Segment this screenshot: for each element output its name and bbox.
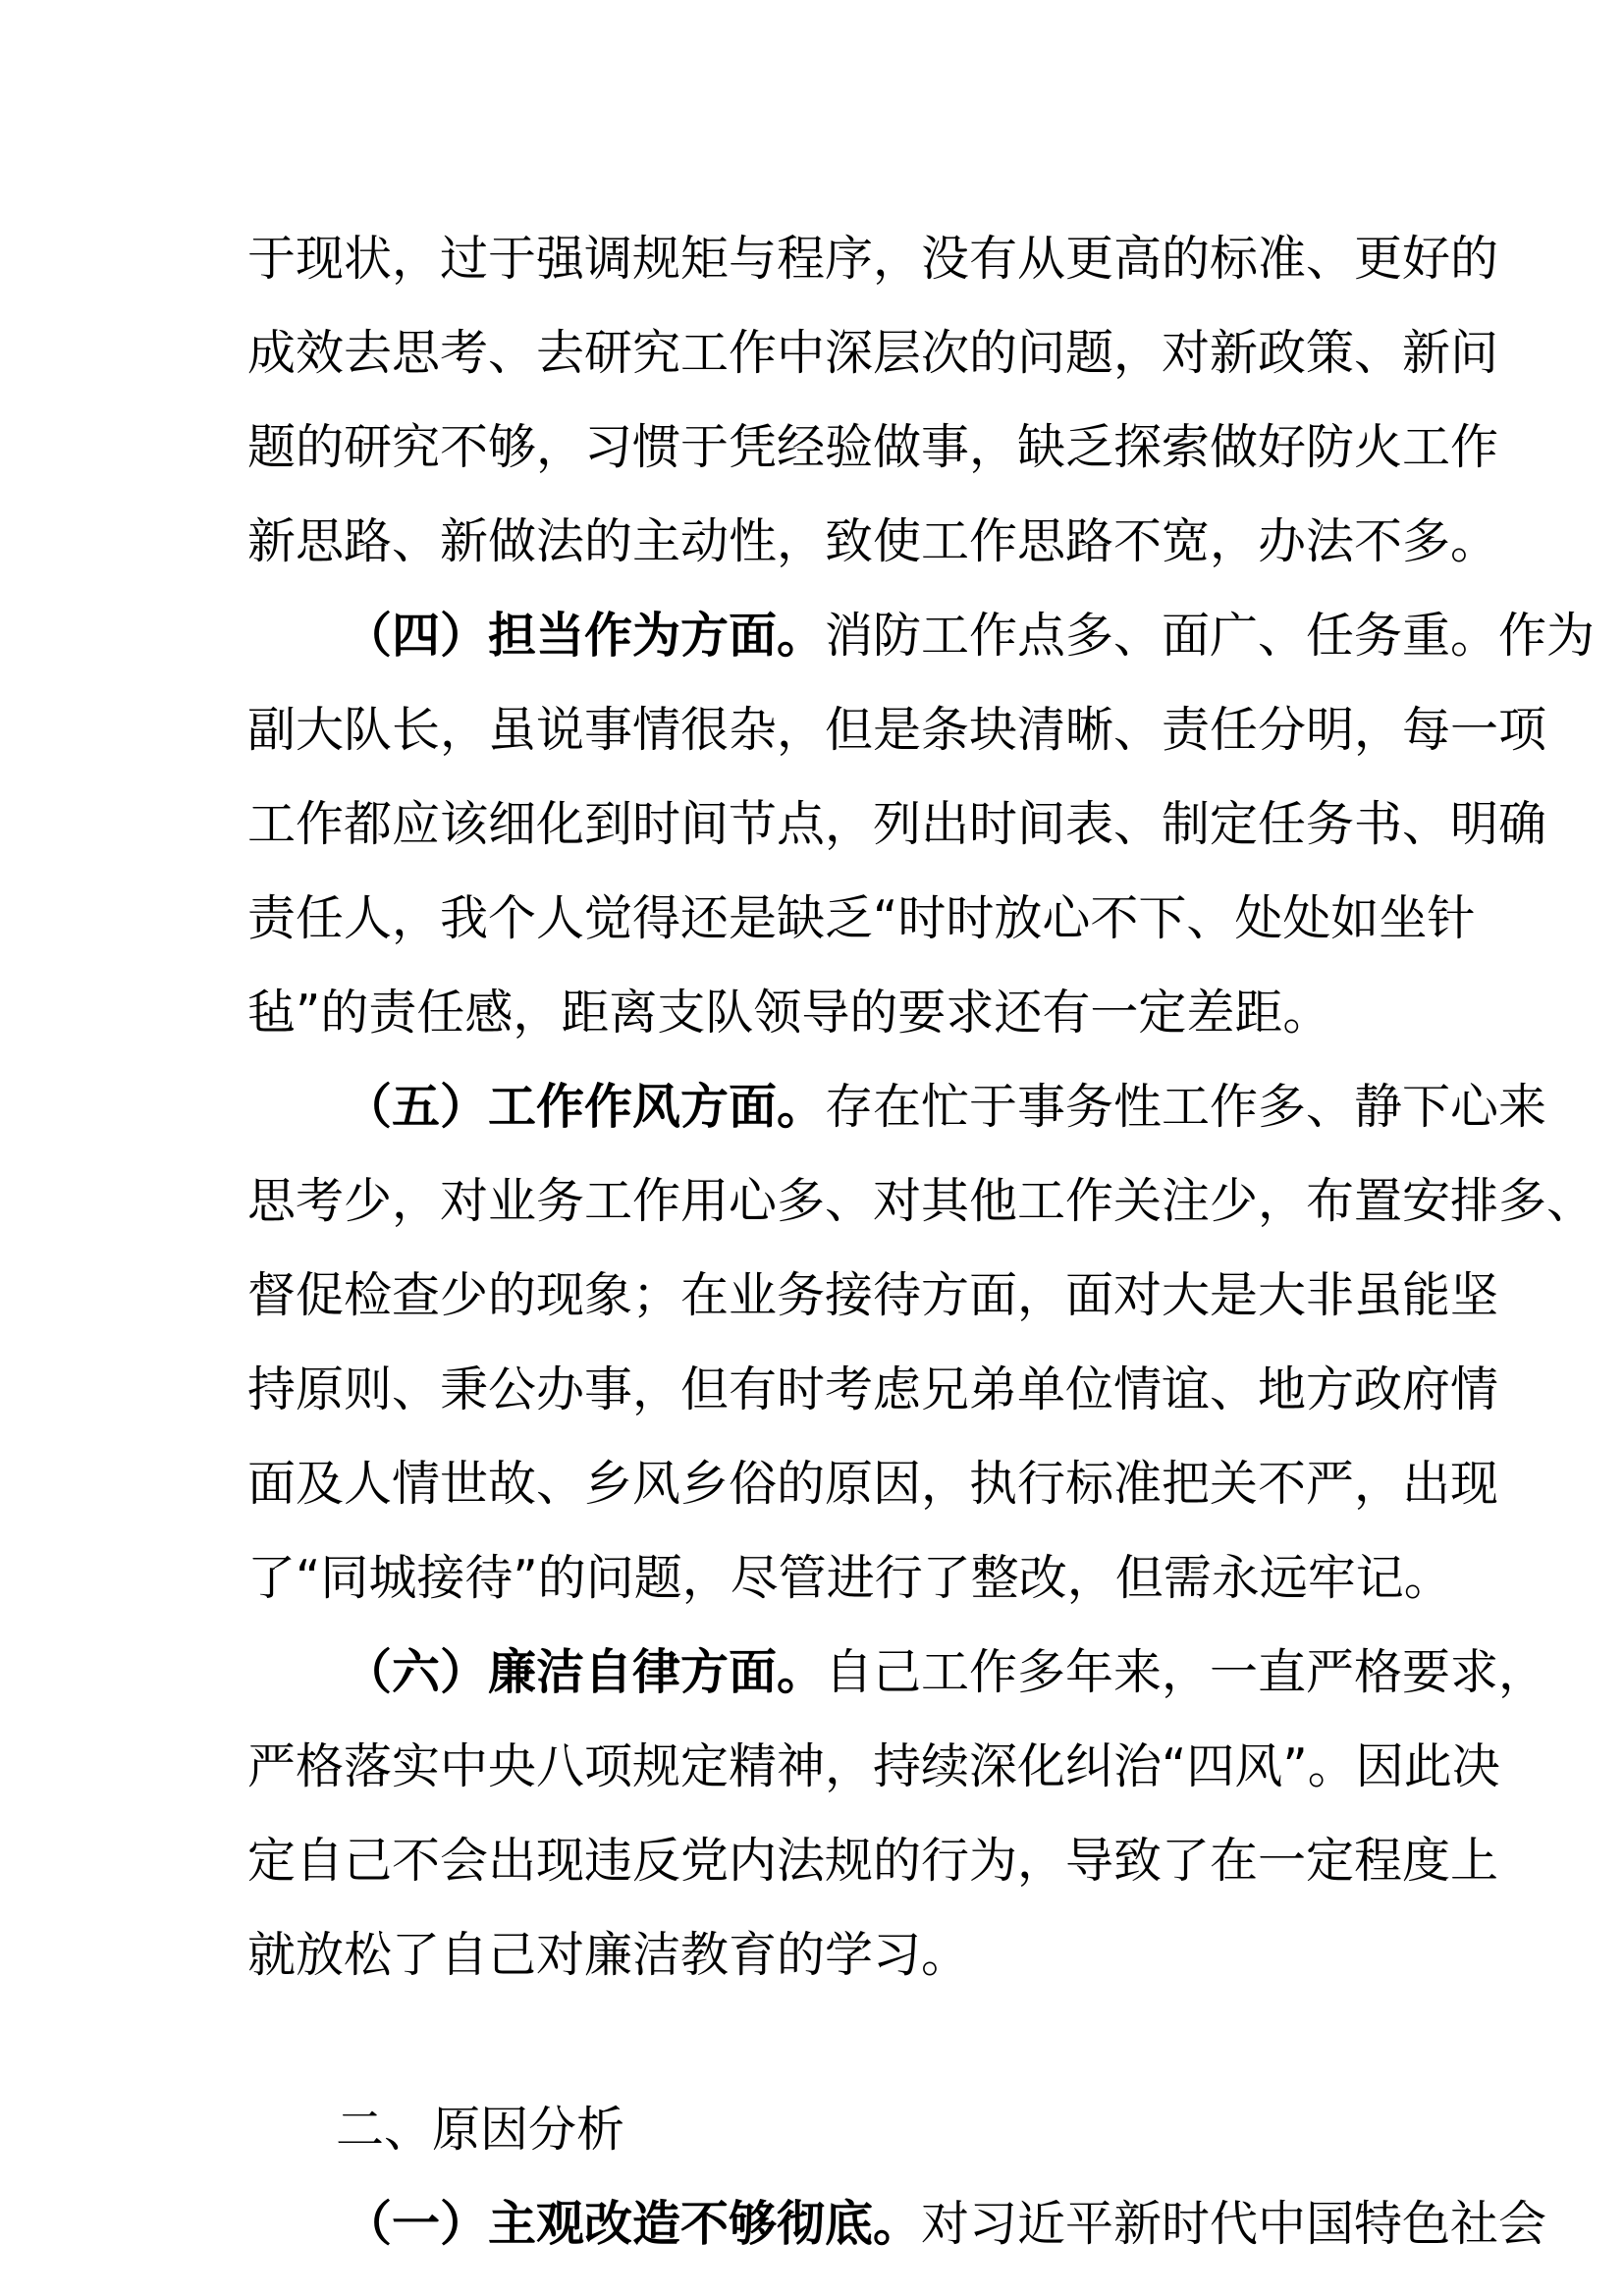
section-gap	[247, 2002, 1396, 2083]
text-line: 于现状，过于强调规矩与程序，没有从更高的标准、更好的	[247, 231, 1499, 287]
text-line	[247, 2177, 1547, 2271]
text-line: 持原则、秉公办事，但有时考虑兄弟单位情谊、地方政府情	[247, 1362, 1499, 1417]
text-line: 面及人情世故、乡风乡俗的原因，执行标准把关不严，出现	[247, 1456, 1499, 1512]
text-line: 责任人，我个人觉得还是缺乏“时时放心不下、处处如坐针	[247, 890, 1476, 946]
section-heading: 二、原因分析	[336, 2102, 625, 2158]
text-line: 就放松了自己对廉洁教育的学习。	[247, 1927, 970, 1983]
text-line: 思考少，对业务工作用心多、对其他工作关注少，布置安排多、	[247, 1173, 1596, 1229]
text-line	[247, 1060, 1547, 1154]
paragraph-text: 自己工作多年来，一直严格要求，	[825, 1644, 1547, 1700]
document-page	[247, 212, 1596, 2271]
text-line: 督促检查少的现象；在业务接待方面，面对大是大非虽能坚	[247, 1267, 1499, 1323]
text-line: 了“同城接待”的问题，尽管进行了整改，但需永远牢记。	[247, 1550, 1452, 1606]
text-line: 副大队长，虽说事情很杂，但是条块清晰、责任分明，每一项	[247, 702, 1547, 758]
paragraph-subjective	[247, 2177, 1547, 2271]
paragraph-text: 消防工作点多、面广、任务重。作为	[825, 608, 1596, 664]
paragraph-heading: （五）工作作风方面。	[344, 1079, 826, 1135]
paragraph-text: 对习近平新时代中国特色社会	[921, 2196, 1547, 2252]
text-line	[247, 1626, 1547, 1720]
paragraph-text: 存在忙于事务性工作多、静下心来	[825, 1079, 1547, 1135]
paragraph-heading: （一）主观改造不够彻底。	[344, 2196, 922, 2252]
text-line: 定自己不会出现违反党内法规的行为，导致了在一定程度上	[247, 1833, 1499, 1889]
text-line: 成效去思考、去研究工作中深层次的问题，对新政策、新问	[247, 325, 1499, 381]
paragraph-heading: （六）廉洁自律方面。	[344, 1644, 826, 1700]
paragraph-heading: （四）担当作为方面。	[344, 608, 826, 664]
text-line: 题的研究不够，习惯于凭经验做事，缺乏探索做好防火工作	[247, 419, 1499, 475]
paragraph-work-style	[247, 1060, 1596, 1626]
text-line: 工作都应该细化到时间节点，列出时间表、制定任务书、明确	[247, 796, 1547, 852]
text-line: 新思路、新做法的主动性，致使工作思路不宽，办法不多。	[247, 513, 1499, 569]
paragraph-continuation	[247, 212, 1499, 589]
paragraph-integrity	[247, 1626, 1547, 2002]
text-line	[247, 589, 1596, 683]
paragraph-responsibility	[247, 589, 1596, 1060]
text-line: 严格落实中央八项规定精神，持续深化纠治“四风”。因此决	[247, 1738, 1500, 1794]
text-line: 毡”的责任感，距离支队领导的要求还有一定差距。	[247, 985, 1331, 1041]
